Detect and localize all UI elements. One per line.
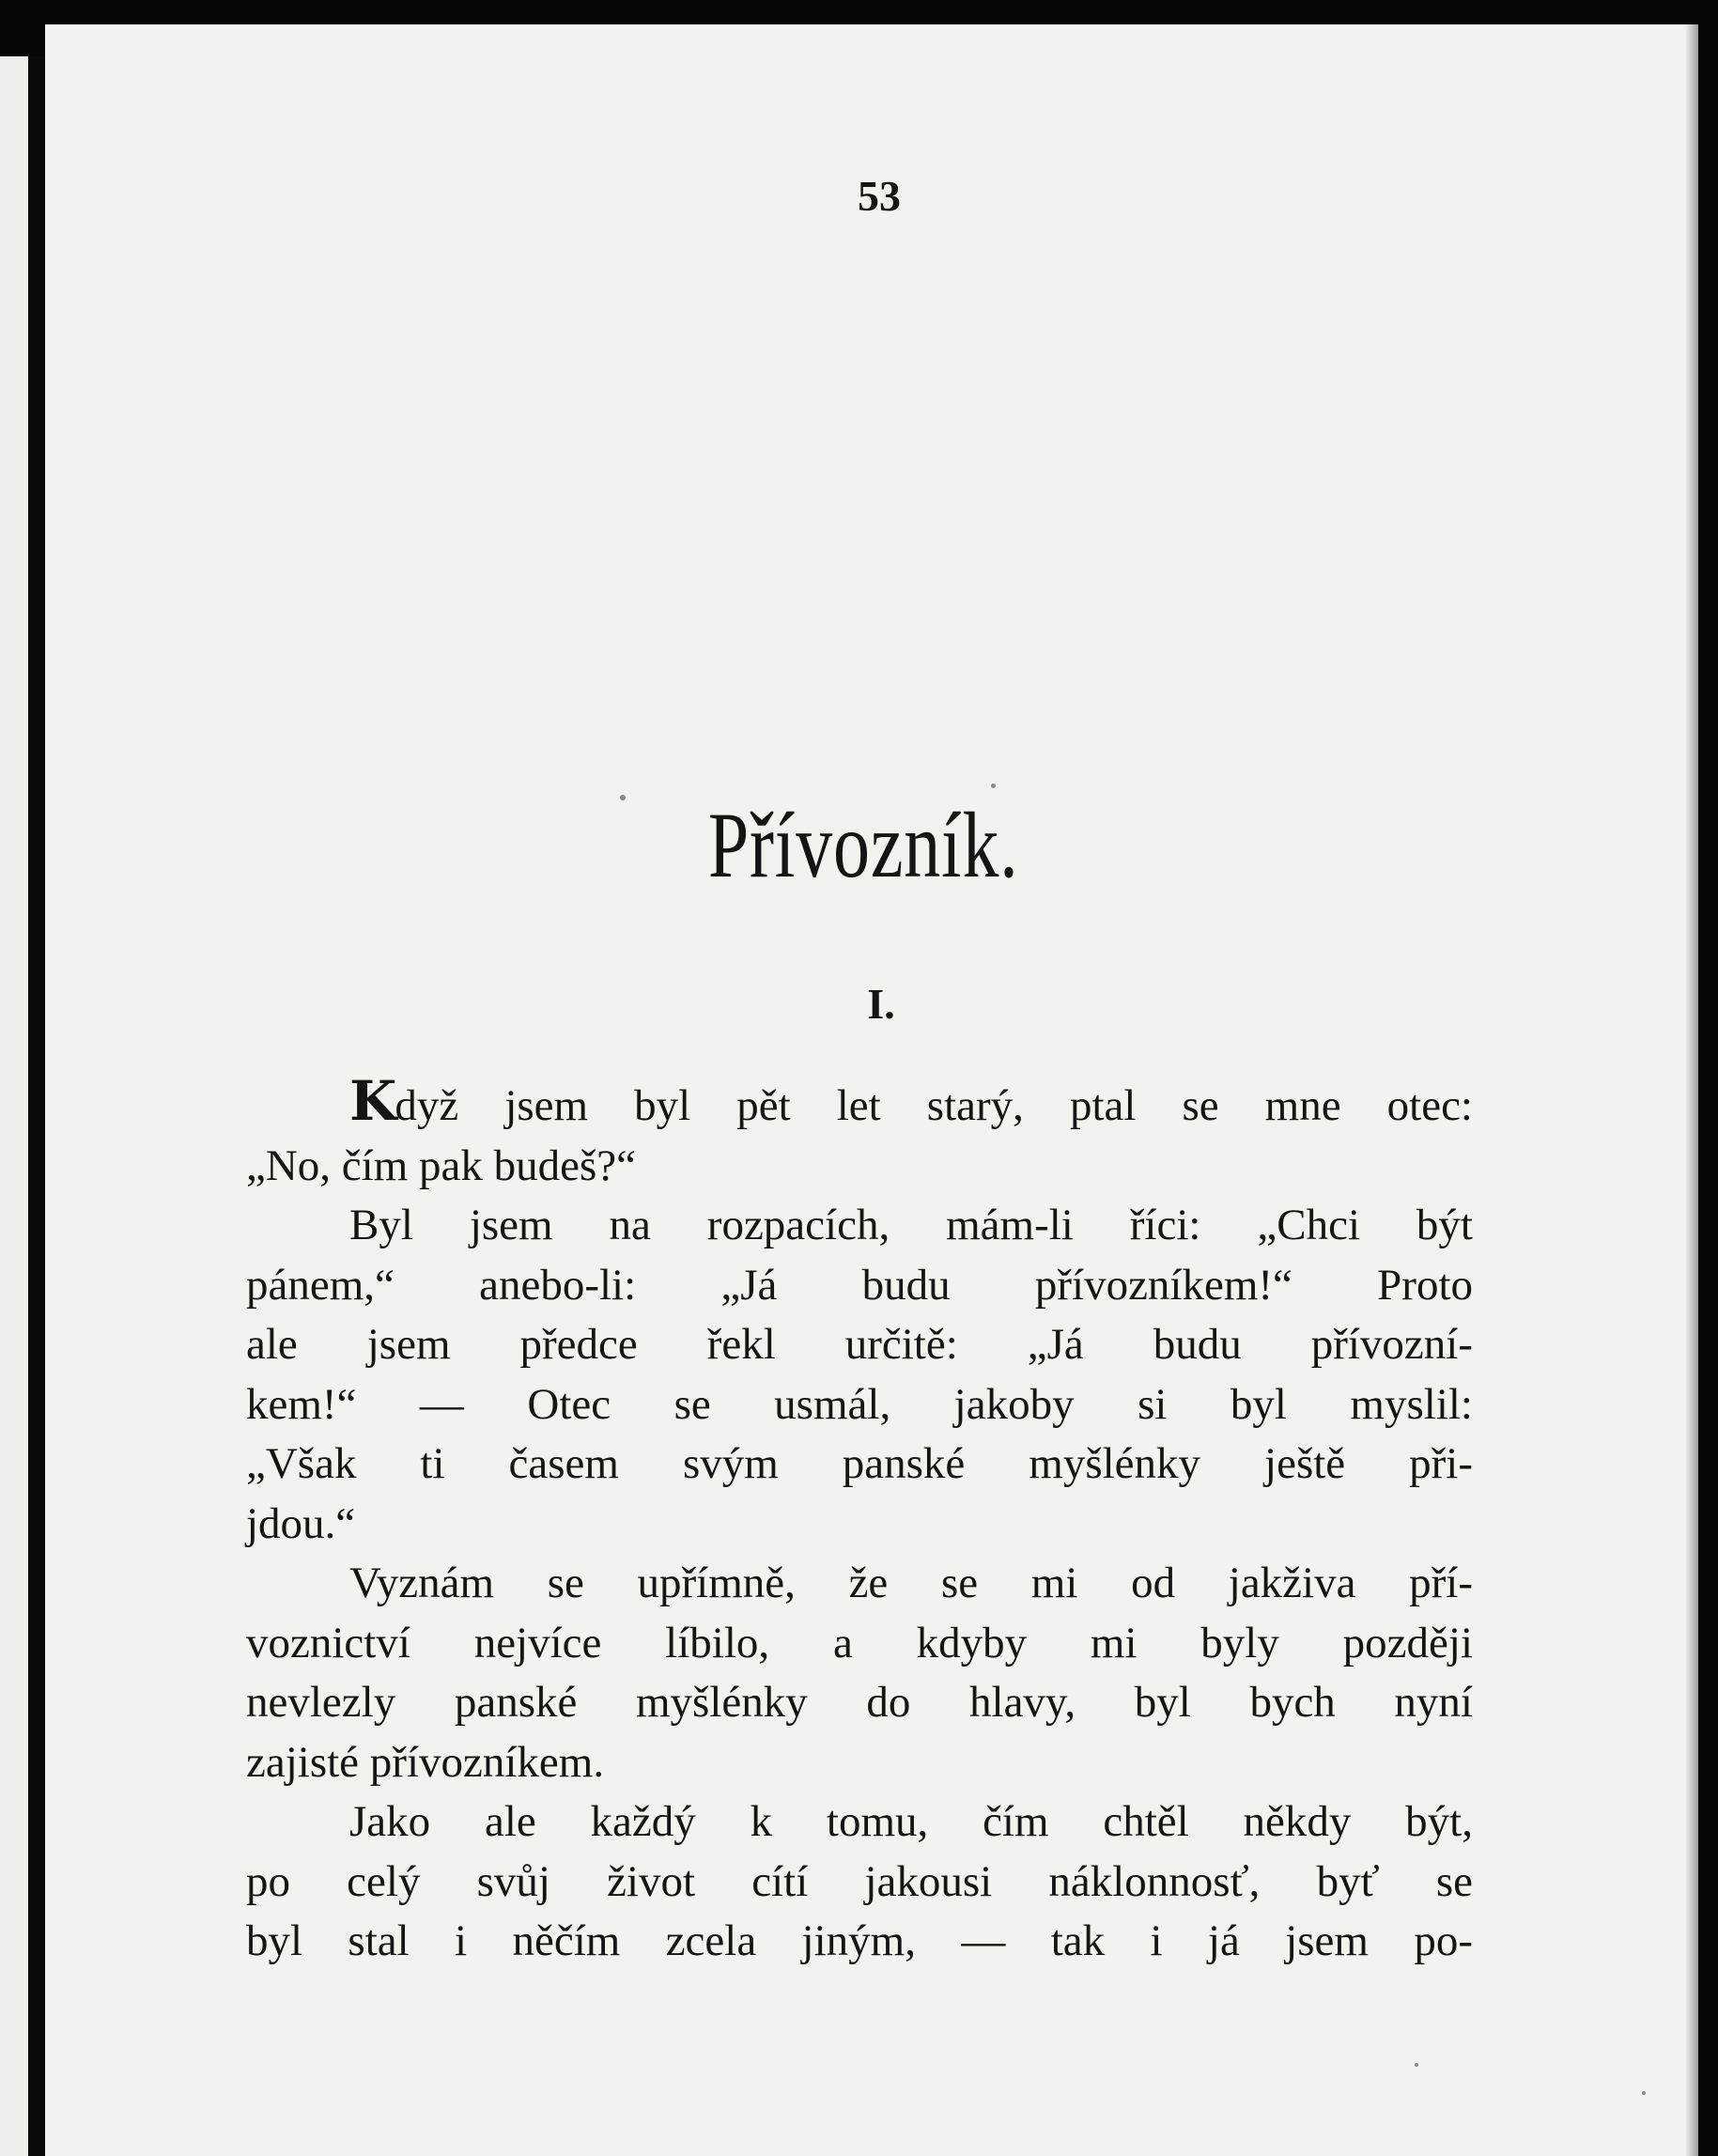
- text-line: zajisté přívozníkem.: [246, 1737, 605, 1787]
- text-line: pánem,“ anebo-li: „Já budu přívozníkem!“ Proto: [246, 1260, 1473, 1310]
- paragraph: [246, 1196, 1473, 1554]
- text-line: voznictví nejvíce líbilo, a kdyby mi byly později: [246, 1618, 1473, 1667]
- text-line: jdou.“: [246, 1498, 356, 1548]
- text-line: byl stal i něčím zcela jiným, — tak i já jsem po-: [246, 1916, 1473, 1965]
- drop-cap: K: [349, 1069, 395, 1133]
- paragraph: [246, 1792, 1473, 1972]
- page-edge-shadow: [1685, 24, 1698, 2156]
- text-line: ale jsem předce řekl určitě: „Já budu přívozní-: [246, 1320, 1473, 1369]
- paragraph: [246, 1554, 1473, 1792]
- section-numeral: I.: [867, 980, 895, 1028]
- scan-speck: [991, 783, 996, 788]
- page-number: 53: [858, 172, 901, 220]
- adjacent-page-edge: [0, 56, 28, 2156]
- scan-speck: [1642, 2091, 1646, 2095]
- text-line: nevlezly panské myšlénky do hlavy, byl bych nyní: [246, 1678, 1473, 1727]
- text-line: Jako ale každý k tomu, čím chtěl někdy být,: [349, 1797, 1473, 1846]
- scan-speck: [1415, 2063, 1418, 2067]
- text-line: [246, 1069, 1473, 1137]
- scan-speck: [620, 795, 626, 800]
- text-line: po celý svůj život cítí jakousi náklonnosť, byť se: [246, 1856, 1473, 1906]
- text-line: „No, čím pak budeš?“: [246, 1140, 637, 1190]
- text-line: „Však ti časem svým panské myšlénky ještě při-: [246, 1439, 1473, 1488]
- binding-gutter: [28, 56, 45, 2156]
- body-text: [246, 1069, 1473, 1972]
- text-line: Byl jsem na rozpacích, mám-li říci: „Chci být: [349, 1201, 1473, 1249]
- text-line-content: dyž jsem byl pět let starý, ptal se mne otec:: [395, 1081, 1473, 1130]
- page-sheet: [45, 24, 1698, 2156]
- paragraph: [246, 1069, 1473, 1196]
- text-line: Vyznám se upřímně, že se mi od jakživa pří-: [349, 1559, 1473, 1607]
- chapter-title: Přívozník.: [707, 793, 1019, 897]
- text-line: kem!“ — Otec se usmál, jakoby si byl myslil:: [246, 1379, 1473, 1429]
